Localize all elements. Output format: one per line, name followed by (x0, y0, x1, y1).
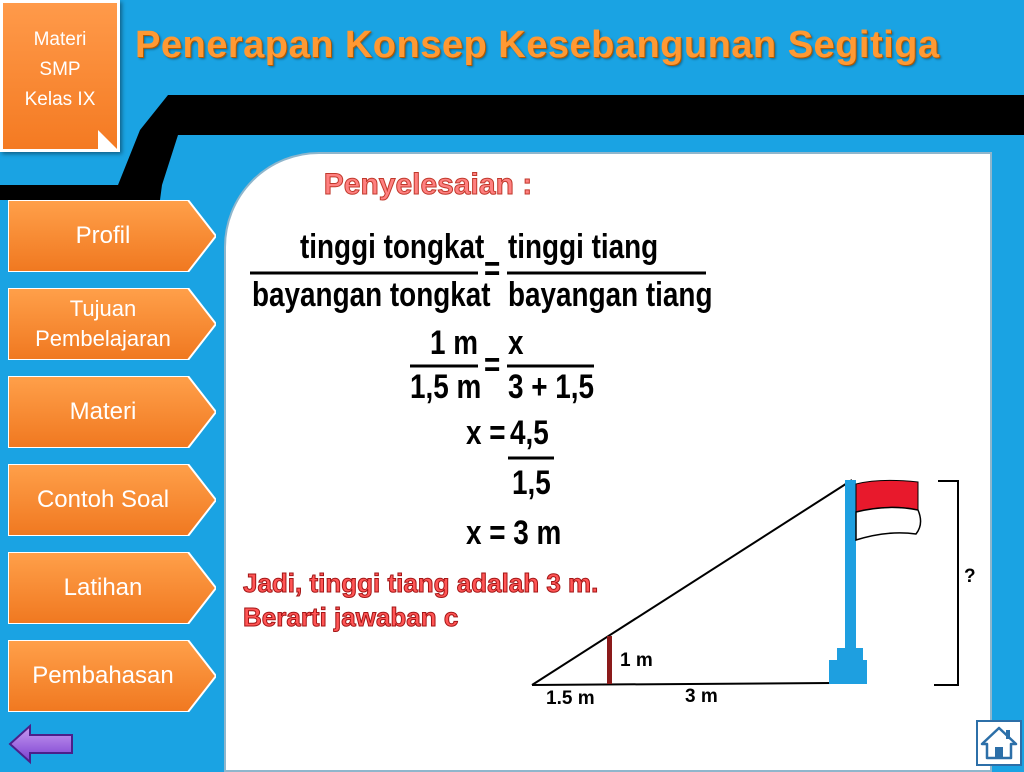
sticky-line-materi: Materi (33, 29, 87, 50)
unknown-height-label: ? (964, 566, 976, 587)
height-bracket (934, 481, 958, 685)
eq2-left-denominator: 1,5 m (410, 368, 482, 406)
eq2-left-numerator: 1 m (430, 324, 479, 362)
nav-label-tujuan-line2: Pembelajaran (35, 326, 171, 351)
hypotenuse-line (532, 480, 852, 685)
eq1-equals: = (484, 250, 501, 288)
home-icon (978, 722, 1020, 764)
page-title: Penerapan Konsep Kesebangunan Segitiga (135, 24, 940, 66)
conclusion-line-1: Jadi, tinggi tiang adalah 3 m. (243, 568, 599, 598)
flag-pole (845, 480, 856, 650)
eq4-result: x = 3 m (466, 514, 562, 552)
nav-label-materi: Materi (69, 398, 137, 425)
flag-white (856, 507, 921, 540)
eq3-lhs: x = (466, 414, 506, 452)
back-arrow-icon[interactable] (8, 723, 74, 765)
conclusion-line-2: Berarti jawaban c (243, 602, 459, 632)
stick-shadow-label: 1.5 m (546, 688, 595, 709)
eq3-denominator: 1,5 (512, 464, 551, 502)
eq2-equals: = (484, 346, 501, 384)
stick-height-label: 1 m (620, 650, 653, 671)
pole-base-bottom (829, 660, 867, 684)
nav-label-latihan: Latihan (63, 574, 143, 601)
nav-label-profil: Profil (75, 222, 131, 249)
nav-label-tujuan-line1: Tujuan (69, 296, 137, 321)
nav-label-pembahasan: Pembahasan (32, 662, 174, 689)
solution-heading: Penyelesaian : (323, 168, 533, 201)
eq1-right-denominator: bayangan tiang (508, 276, 713, 314)
eq1-left-denominator: bayangan tongkat (252, 276, 491, 314)
eq1-left-numerator: tinggi tongkat (300, 228, 485, 266)
eq2-right-numerator: x (508, 324, 524, 362)
sticky-line-kelas: Kelas IX (24, 89, 96, 110)
sticky-line-smp: SMP (39, 59, 81, 80)
ground-line (532, 683, 832, 685)
nav-label-contoh-soal: Contoh Soal (36, 486, 170, 513)
eq1-right-numerator: tinggi tiang (508, 228, 659, 266)
pole-base-top (837, 648, 863, 662)
stick (607, 636, 612, 684)
eq3-numerator: 4,5 (510, 414, 549, 452)
shadow-gap-label: 3 m (685, 686, 718, 707)
home-button[interactable] (976, 720, 1022, 766)
eq2-right-denominator: 3 + 1,5 (508, 368, 595, 406)
